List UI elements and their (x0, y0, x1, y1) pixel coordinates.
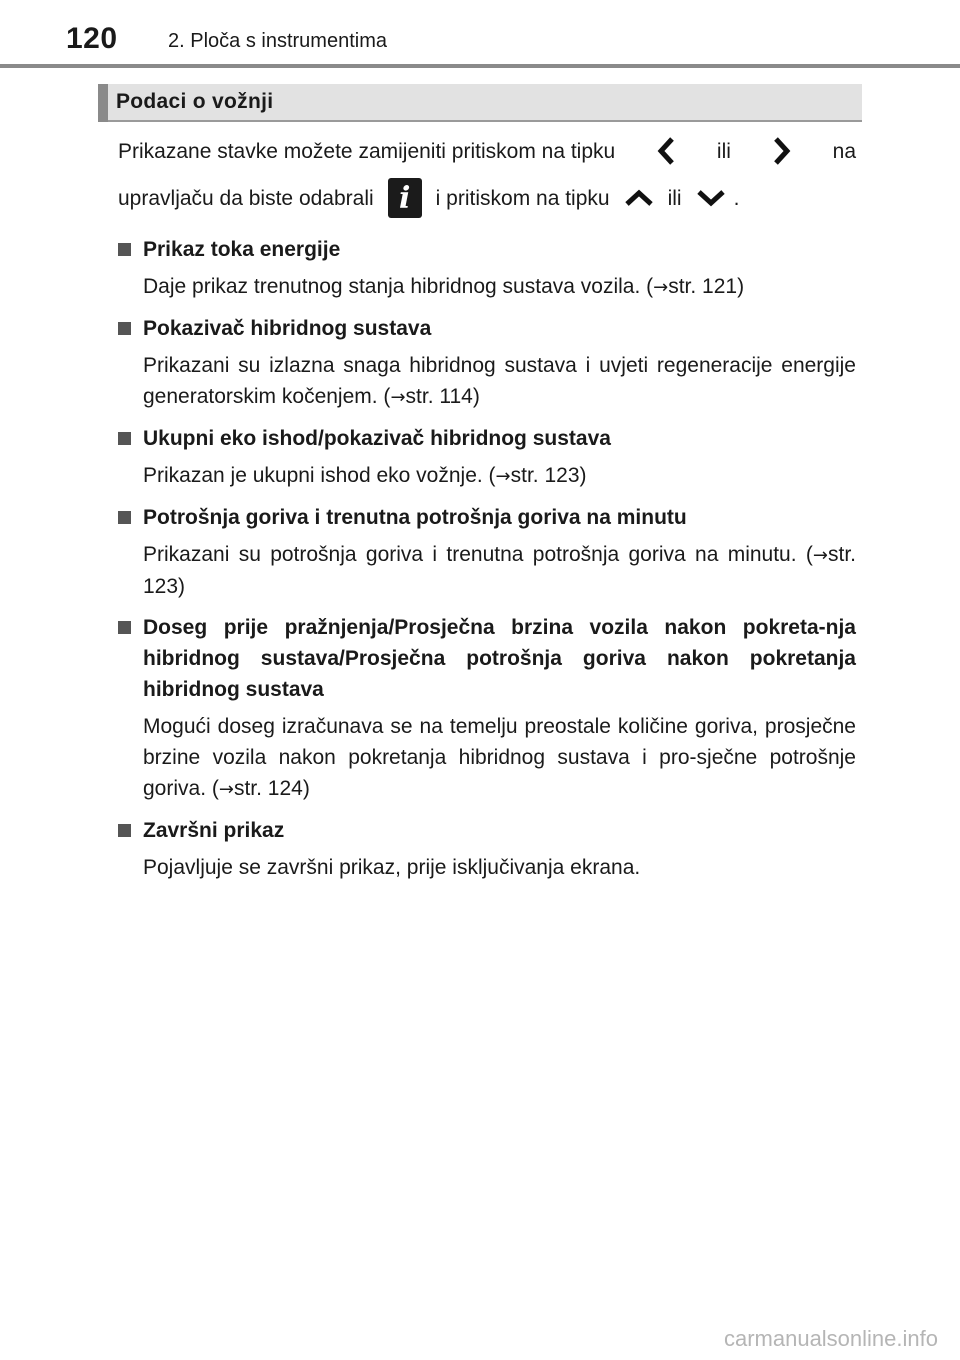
chevron-down-icon (696, 187, 726, 209)
chevron-left-icon (655, 136, 677, 166)
page-header (0, 0, 960, 68)
intro-text-3: upravljaču da biste odabrali (118, 186, 374, 210)
page-reference[interactable]: str. 114) (405, 385, 480, 408)
item-heading: Prikaz toka energije (143, 238, 341, 261)
page-reference[interactable]: str. 121) (668, 275, 745, 298)
chapter-title: 2. Ploča s instrumentima (168, 30, 387, 52)
page-reference[interactable]: str. 124) (233, 777, 310, 800)
item-body: Mogući doseg izračunava se na temelju preostale količine goriva, prosječne brzine vozila nakon pokretanja hibridnog sustava i pro-sječne potrošnje goriva. ( (143, 715, 856, 800)
arrow-right-icon: → (495, 466, 511, 487)
list-item (118, 815, 856, 883)
bullet-square-icon (118, 511, 131, 524)
bullet-square-icon (118, 824, 131, 837)
section-accent (98, 84, 108, 122)
arrow-right-icon: → (390, 387, 406, 408)
list-item (118, 423, 856, 492)
intro-text-1: Prikazane stavke možete zamijeniti pritiskom na tipku (118, 139, 616, 163)
header-divider (0, 64, 960, 68)
intro-or-2: ili (667, 186, 682, 210)
list-item (118, 234, 856, 303)
intro-text-4: i pritiskom na tipku (435, 186, 610, 210)
arrow-right-icon: → (218, 779, 234, 800)
intro-or-1: ili (716, 139, 731, 163)
item-heading: Doseg prije pražnjenja/Prosječna brzina vozila nakon pokreta-nja hibridnog sustava/Prosječna potrošnja goriva nakon pokretanja hibridnog sustava (143, 616, 856, 701)
page-number: 120 (66, 22, 118, 55)
chevron-up-icon (624, 187, 654, 209)
item-heading: Ukupni eko ishod/pokazivač hibridnog sustava (143, 427, 611, 450)
arrow-right-icon: → (653, 277, 669, 298)
bullet-square-icon (118, 243, 131, 256)
intro-end: . (733, 186, 740, 210)
info-icon: i (388, 178, 422, 218)
bullet-square-icon (118, 322, 131, 335)
watermark: carmanualsonline.info (723, 1326, 938, 1351)
intro-text-2: na (832, 139, 856, 163)
chevron-right-icon (771, 136, 793, 166)
item-body: Daje prikaz trenutnog stanja hibridnog sustava vozila. ( (143, 275, 654, 298)
section-header (98, 84, 862, 122)
page-reference[interactable]: str. 123) (143, 543, 856, 598)
section-title: Podaci o vožnji (116, 90, 274, 113)
bullet-square-icon (118, 621, 131, 634)
bullet-square-icon (118, 432, 131, 445)
item-body: Prikazani su izlazna snaga hibridnog sustava i uvjeti regeneracije energije generatorskim kočenjem. ( (143, 354, 856, 408)
item-body: Prikazan je ukupni ishod eko vožnje. ( (143, 464, 496, 487)
item-heading: Završni prikaz (143, 819, 285, 842)
item-body: Prikazani su potrošnja goriva i trenutna potrošnja goriva na minutu. ( (143, 543, 813, 566)
page-reference[interactable]: str. 123) (510, 464, 587, 487)
list-item (118, 313, 856, 413)
item-body: Pojavljuje se završni prikaz, prije isključivanja ekrana. (143, 856, 641, 879)
arrow-right-icon: → (812, 545, 828, 566)
list-item (118, 502, 856, 602)
list-item (118, 612, 856, 805)
content (118, 134, 856, 893)
item-heading: Pokazivač hibridnog sustava (143, 317, 432, 340)
item-heading: Potrošnja goriva i trenutna potrošnja goriva na minutu (143, 506, 687, 529)
intro-paragraph (118, 134, 856, 222)
